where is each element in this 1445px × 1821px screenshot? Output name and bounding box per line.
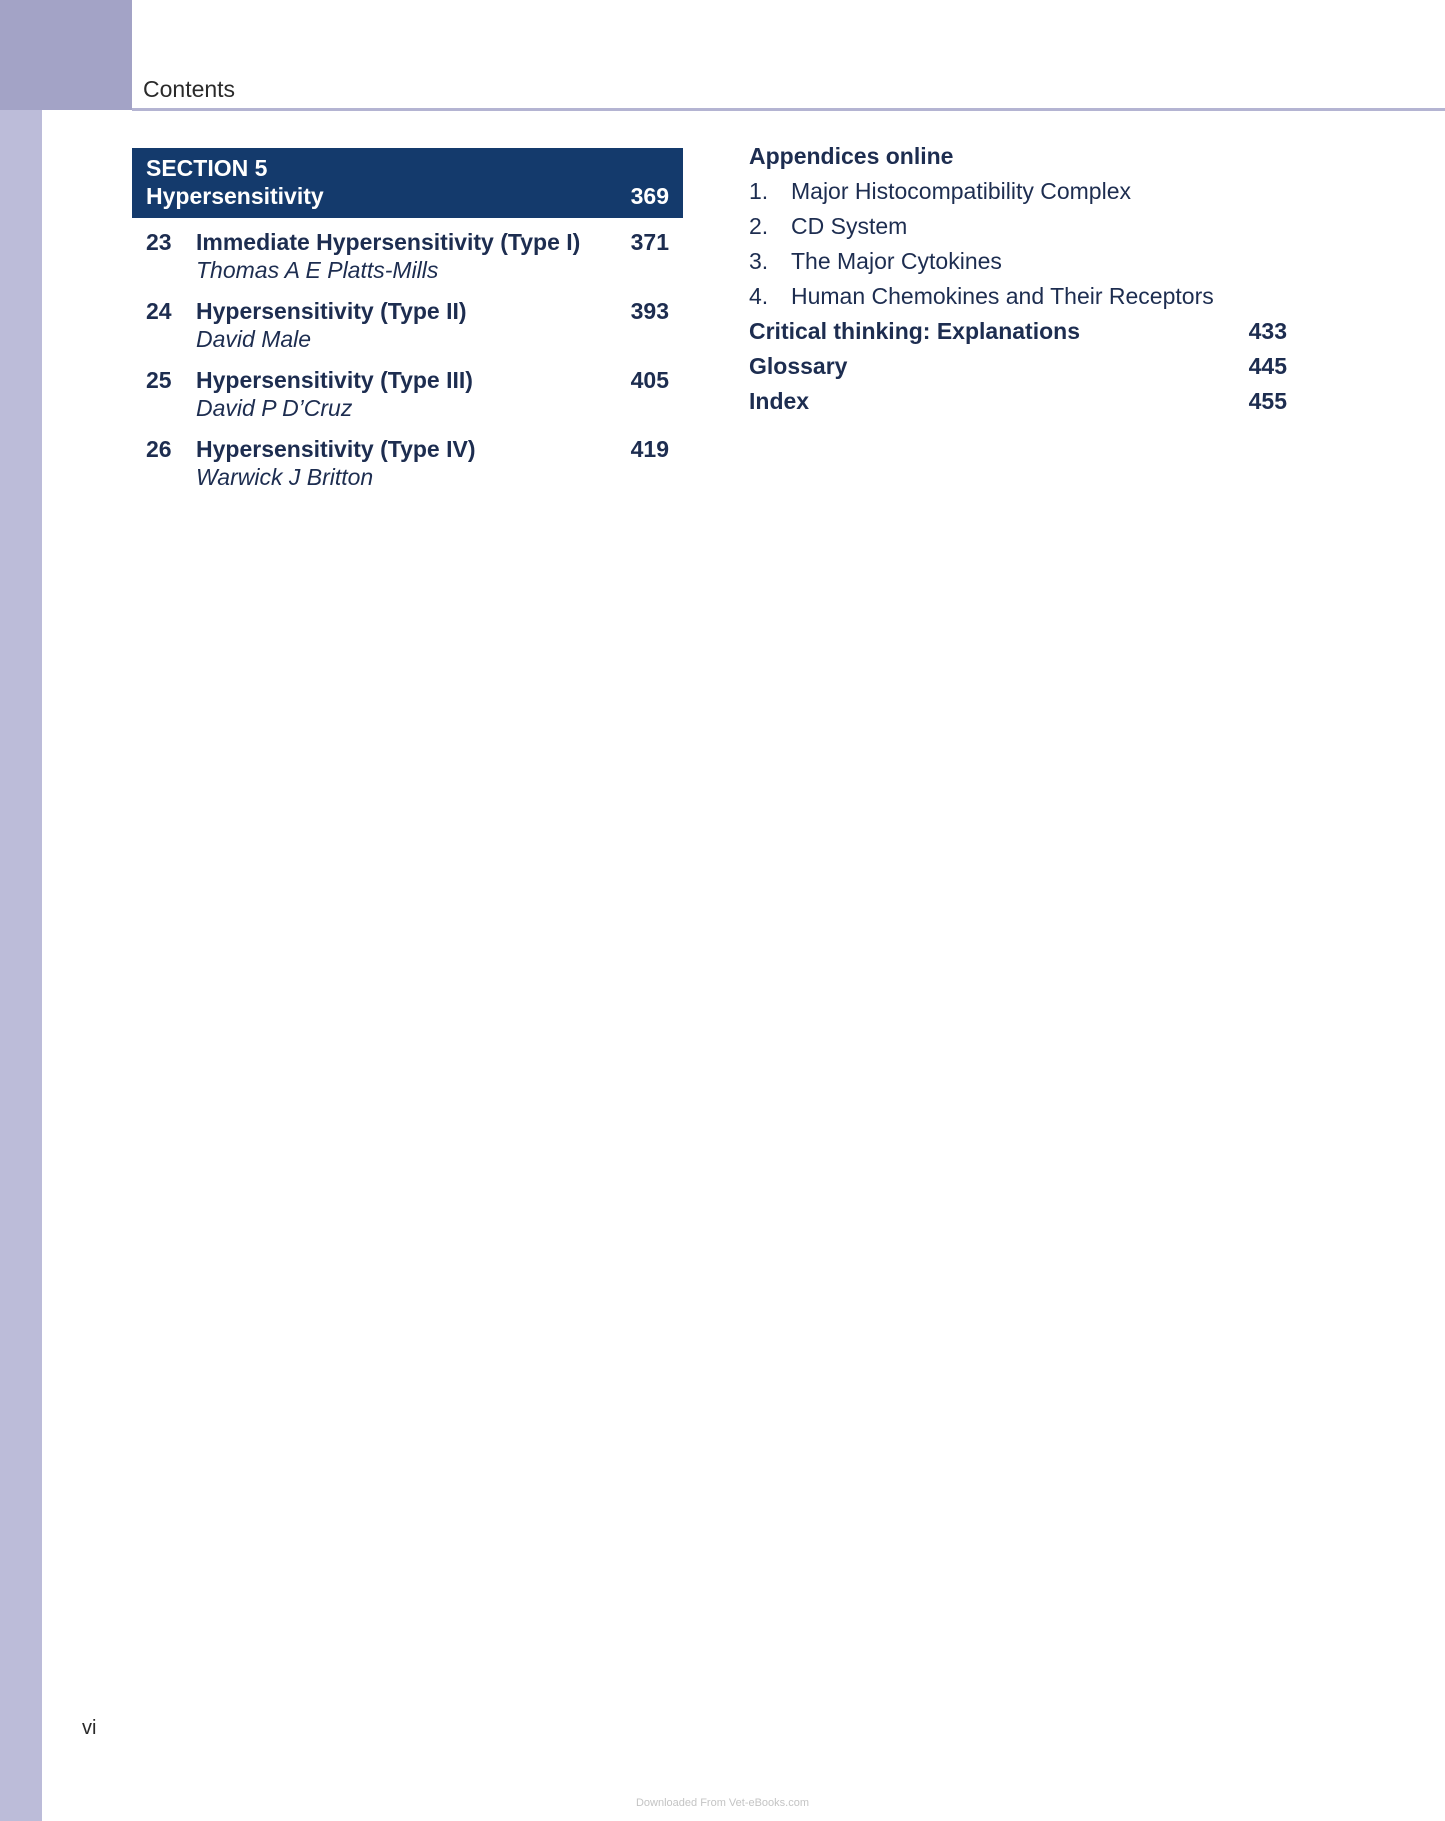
backmatter-page: 445: [1248, 353, 1287, 379]
appendix-title: CD System: [791, 213, 908, 239]
section-page: 369: [630, 183, 669, 209]
chapter-number: 24: [146, 298, 172, 324]
backmatter-title: Index: [749, 388, 810, 414]
chapter-entry[interactable]: [132, 366, 683, 422]
chapter-number: 25: [146, 367, 172, 393]
section-title: Hypersensitivity: [146, 183, 324, 209]
download-note: Downloaded From Vet-eBooks.com: [635, 1797, 810, 1809]
appendix-number: 3.: [749, 248, 769, 274]
chapter-page: 393: [630, 298, 669, 324]
chapter-number: 23: [146, 229, 172, 255]
chapter-title: Immediate Hypersensitivity (Type I): [196, 229, 581, 255]
appendix-title: Human Chemokines and Their Receptors: [791, 283, 1214, 309]
backmatter-page: 455: [1248, 388, 1287, 414]
appendix-number: 4.: [749, 283, 769, 309]
backmatter-entry[interactable]: [749, 314, 1287, 349]
header-rule: [132, 108, 1445, 111]
chapter-entry[interactable]: [132, 297, 683, 353]
backmatter-entry[interactable]: [749, 349, 1287, 384]
chapter-page: 405: [630, 367, 669, 393]
chapter-author: Warwick J Britton: [196, 464, 374, 490]
appendices-heading: Appendices online: [749, 143, 954, 169]
chapter-entry[interactable]: [132, 435, 683, 491]
appendix-title: Major Histocompatibility Complex: [791, 178, 1131, 204]
chapter-author: David P D’Cruz: [196, 395, 353, 421]
chapter-title: Hypersensitivity (Type II): [196, 298, 467, 324]
section-label: SECTION 5: [146, 155, 268, 181]
section-header: [132, 148, 683, 218]
chapter-author: David Male: [196, 326, 312, 352]
appendix-number: 2.: [749, 213, 769, 239]
section-title-row: [146, 182, 669, 210]
chapter-page: 371: [630, 229, 669, 255]
appendix-item[interactable]: [749, 174, 1287, 209]
backmatter-title: Critical thinking: Explanations: [749, 318, 1080, 344]
page-folio: vi: [82, 1717, 97, 1739]
backmatter-entry[interactable]: [749, 384, 1287, 419]
side-strip: [0, 110, 42, 1821]
chapter-number: 26: [146, 436, 172, 462]
appendix-item[interactable]: [749, 279, 1287, 314]
backmatter-page: 433: [1248, 318, 1287, 344]
chapter-title: Hypersensitivity (Type III): [196, 367, 473, 393]
running-head: Contents: [143, 76, 236, 102]
corner-decoration: [0, 0, 132, 110]
appendix-item[interactable]: [749, 244, 1287, 279]
appendices-column: [749, 139, 1287, 419]
appendix-number: 1.: [749, 178, 769, 204]
chapter-entry[interactable]: [132, 228, 683, 284]
chapter-page: 419: [630, 436, 669, 462]
appendix-title: The Major Cytokines: [791, 248, 1002, 274]
backmatter-title: Glossary: [749, 353, 848, 379]
chapter-title: Hypersensitivity (Type IV): [196, 436, 476, 462]
appendix-item[interactable]: [749, 209, 1287, 244]
chapter-author: Thomas A E Platts-Mills: [196, 257, 439, 283]
chapter-list: [132, 228, 683, 504]
